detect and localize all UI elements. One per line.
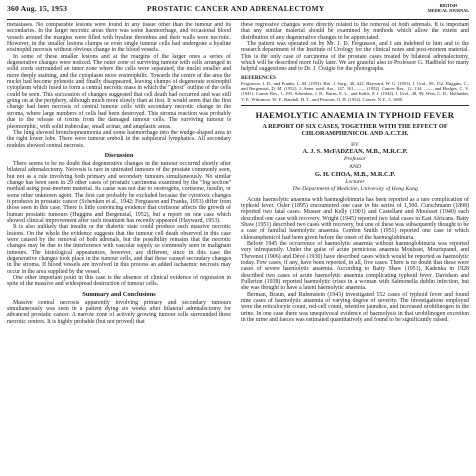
body-paragraph: In some of these smaller lesions and at the margins of the larger ones a series of degenerative changes were noticed. The outer zone of surviving tumour with cells arranged in solid cords surrounded an inner zone where the cells were separated, the nuclei smaller and more deeply staining, and the cytoplasm more eosinophilic. Towards the centre of the area the nuclei had become pyknotic and finally disappeared, leaving clumps of degenerate eosinophil cytoplasm which fused to form a central necrotic mass in which the "ghost" outline of the cells could be seen. This succession of changes suggested that cell death had occurred and was still going on at the periphery, although much more slowly than at first. It would seem that the first change had been necrosis of central tumour cells with secondary necrotic change in the stroma, where large numbers of cells had been destroyed. This stroma reaction was probably due to the release of toxins from the damaged tumour cells. The surviving tumour is pleomorphic, with solid trabeculae, small acinar, and anaplastic areas.	[7, 53, 231, 130]
body-paragraph: Berman, Braun, and Rubenstein (1943) investigated 152 cases of typhoid fever and found nine cases of haemolytic anaemia of varying degree of severity. The investigations employed were the reticulocyte count, red-cell count, retentive jaundice, and increased urobilinogen in the urine. In one case there was unequivocal evidence of haemolysis in that urobilinogen excretion in the urine and faeces was estimated quantitatively and found to be significantly raised.	[241, 291, 469, 324]
author-role: Lecturer	[345, 178, 365, 185]
body-paragraph: There seems to be no doubt that degenerative changes in the tumour occurred shortly after bilateral adrenalectomy. Necrosis is rare in untreated tumours of the prostate commonly seen, but not as a rule involving both primary and secondary tumours simultaneously. No similar change has been seen in 29 other cases of prostatic carcinoma examined by the "big section" method using post-mortem material. Its cause was not due to oestrogens, cortisone, insulin, or some other unknown agent. The first can probably be excluded because the cytotoxic changes it produces in prostatic cancer (Schenken et al., 1942; Fergusson and Franks, 1953) differ from those seen in this case. There is little convincing evidence that cortisone affects the growth of human prostatic tumours (Huggins and Bergenstal, 1952), but a report on one case which showed clinical improvement after such treatment has recently appeared (Hayward, 1953).	[7, 160, 231, 224]
journal-name-line1: BRITISH	[439, 3, 458, 8]
and-label: AND	[348, 163, 362, 170]
author-affiliation: The Department of Medicine, University of Hong Kong	[292, 185, 418, 192]
running-title: PROSTATIC CANCER AND ADRENALECTOMY	[147, 4, 325, 13]
page-header	[7, 3, 469, 20]
article-title: HAEMOLYTIC ANAEMIA IN TYPHOID FEVER	[255, 109, 455, 120]
body-paragraph: metastases. No comparable lesions were found in any tissue other than the tumour and its secondaries. In the larger necrotic areas there was some haemorrhage, and occasional blood vessels around the margins were filled with hyaline thrombus and their walls were necrotic. However, in the smaller lesions clumps or even single tumour cells had undergone a hyaline eosinophil necrosis without obvious change in the blood vessels.	[7, 22, 231, 54]
author-name: A. J. S. McFADZEAN, M.B., M.R.C.P.	[302, 148, 408, 156]
body-paragraph: Before 1945 the occurrence of haemolytic anaemia without haemoglobinuria was reported very infrequently. Under the guise of acute pernicious anaemia Mouisset, Mouriquand, and Thevenot (1906) and Dévé (1930) have described cases which would be reported as haemolytic today. Few cases, if any, have been reported, in all, five cases. There is no doubt that these were cases of severe haemolytic anaemia. According to Batty Shaw (1951), Kadenka in 1928 described two cases of acute haemolytic anaemia complicating typhoid fever. Davidson and Fullerton (1938) reported haemolytic crises in a woman with Salmonella dublin infection, but she was thought to have a latent haemolytic anaemia.	[241, 240, 469, 292]
body-paragraph: It is also unlikely that insulin or the diabetic state could produce such massive necrotic lesions. On the whole the evidence suggests that the tumour cell death observed in this case were caused by the removal of both adrenals, but the possibility remains that the necrotic changes may be due to the interference with vascular supply so commonly seen in malignant tumours. The histological appearances, however, are different, since in this case the degenerative changes took place in the tumour cells, and that these caused secondary changes in the stroma. If blood vessels are involved in this process an added ischaemic necrosis may occur in the area supplied by the vessel.	[7, 224, 231, 275]
body-paragraph: One other important point in this case is the absence of clinical evidence of regression in spite of the massive and widespread destruction of tumour cells.	[7, 275, 231, 288]
body-paragraph: Acute haemolytic anaemia with haemoglobinuria has been reported as a rare complication of typhoid fever. Osler (1895) encountered one case in his series of 1,500. Curschmann (1898) reported two fatal cases. Musser and Kelly (1901) and Castellani and Mouisset (1940) each described one case with recovery. Wright (1945) reported two fatal cases in East Africans. Batty Shaw (1951) described two cases with recovery, but one of these was subsequently thought to be a case of familial haemolytic anaemia. Gordon Smith (1951) reported one case in which chloramphenicol had been given before the onset of the haemoglobinuria.	[241, 196, 469, 241]
summary-heading: Summary and Conclusions	[82, 290, 156, 298]
body-paragraph: The lung showed bronchopneumonia and some haemorrhage into the wedge-shaped area in the right lower lobe. There were tumour emboli in the subpleural lymphatics. All secondary nodules showed central necrosis.	[7, 129, 231, 149]
journal-name	[428, 3, 469, 13]
article-divider	[241, 105, 469, 106]
right-column	[241, 22, 469, 472]
body-paragraph: Massive central necrosis apparently involving primary and secondary tumours simultaneously was seen in a patient dying six weeks after bilateral adrenalectomy for advanced prostatic cancer. A narrow zone of actively growing tumour cells surrounded these necrotic centres. It is highly probable (but not proved) that	[7, 299, 231, 325]
body-paragraph: The patient was operated on by Mr. J. D. Fergusson, and I am indebted to him and to the research department of the Institute of Urology for the clinical notes and post-mortem material. This is the only case of carcinoma of the prostate cases treated by bilateral adrenalectomy, which will be described more fully later. We are grateful also to Professor G. Hadfield for many helpful suggestions and to Dr. J. Craigie for the photographs.	[241, 41, 469, 73]
article-subtitle: A REPORT OF SIX CASES, TOGETHER WITH THE EFFECT OF CHLORAMPHENICOL AND A.C.T.H.	[262, 122, 448, 138]
author-role: Professor	[344, 155, 366, 162]
journal-name-line2: MEDICAL JOURNAL	[427, 8, 469, 13]
left-column	[7, 22, 231, 472]
body-paragraph: these regressive changes were directly related to the removal of both adrenals. It is important that any similar material should be examined by methods which allow the extent and distribution of any degenerative changes to be appreciated.	[241, 22, 469, 41]
by-label: BY	[351, 141, 359, 148]
references-list: Fergusson, J. D., and Franks, L. M. (1953). Brit. J. Surg., 40, 422. Hayward, W. G. (1953). J. Urol., 69, 152. Huggins, C., and Bergenstal, D. M. (1952). J. Amer. med. Ass., 147, 101. —— (1952). Cancer Res., 12, 134. —— and Hodges, C. V. (1941). Cancer Res., 1, 293. Schenken, J. R., Burns, E. L., and Kahle, P. J. (1942). J. Urol., 48, 99. West, C. D., Hollander, V. P., Whitmore, W. F., Randall, H. T., and Pearson, O. H. (1952). Cancer, N.Y., 5, 1009.	[241, 80, 469, 102]
page-number-date: 360 Aug. 15, 1953	[7, 4, 68, 13]
author-name: G. H. CHOA, M.B., M.R.C.P.	[314, 171, 396, 179]
discussion-heading: Discussion	[104, 151, 134, 159]
references-title: REFERENCES	[241, 74, 276, 81]
